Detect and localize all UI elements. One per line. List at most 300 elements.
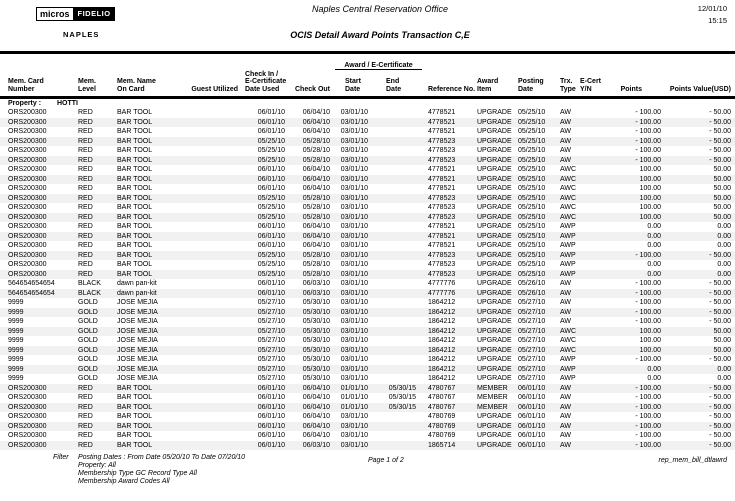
ecert-yn-cell <box>579 213 603 223</box>
trx-type-cell: AWP <box>560 356 576 363</box>
column-header: Trx. Type <box>553 70 579 98</box>
posting-date-cell: 05/25/10 <box>518 270 546 278</box>
points-value-cell: - 50.00 <box>709 413 731 420</box>
points-cell: - 100.00 <box>635 289 661 297</box>
transaction-row <box>0 251 735 261</box>
guest-utilized-cell <box>182 184 240 194</box>
ecert-yn-cell <box>579 289 603 299</box>
mem-card-number-cell: 9999 <box>8 308 24 316</box>
transaction-row <box>0 203 735 213</box>
reference-no-cell: 4778521 <box>428 232 456 240</box>
trx-type-cell: AW <box>560 128 572 135</box>
points-cell: 100.00 <box>639 327 661 335</box>
award-item-cell: UPGRADE <box>477 308 512 316</box>
check-out-cell: 06/04/10 <box>302 413 330 420</box>
end-date-cell <box>375 308 422 318</box>
award-item-cell: UPGRADE <box>477 356 512 363</box>
start-date-cell: 03/01/10 <box>340 204 368 211</box>
points-cell: - 100.00 <box>635 280 661 287</box>
guest-utilized-cell <box>182 298 240 308</box>
points-cell: 100.00 <box>639 194 661 202</box>
mem-name-cell: JOSE MEJIA <box>117 318 158 325</box>
trx-type-cell: AWP <box>560 270 576 278</box>
check-out-cell: 06/04/10 <box>302 109 330 116</box>
award-item-cell: UPGRADE <box>477 318 512 325</box>
mem-level-cell: RED <box>78 204 93 211</box>
award-item-cell: UPGRADE <box>477 194 512 202</box>
transaction-row <box>0 156 735 166</box>
check-in-cell: 06/01/10 <box>257 280 285 287</box>
points-value-cell: 50.00 <box>713 194 731 202</box>
mem-name-cell: BAR TOOL <box>117 413 153 420</box>
report-title: OCIS Detail Award Points Transaction C,E <box>290 30 470 40</box>
mem-name-cell: JOSE MEJIA <box>117 337 158 344</box>
start-date-cell: 03/01/10 <box>340 251 368 259</box>
trx-type-cell: AW <box>560 384 572 392</box>
check-in-cell: 06/01/10 <box>257 118 285 126</box>
filter-line: Posting Dates : From Date 05/20/10 To Date 07/20/10 <box>78 454 246 461</box>
award-item-cell: UPGRADE <box>477 213 512 221</box>
points-cell: 100.00 <box>639 346 661 354</box>
check-in-cell: 05/25/10 <box>257 261 285 268</box>
trx-type-cell: AW <box>560 308 572 316</box>
points-cell: - 100.00 <box>635 156 661 164</box>
mem-name-cell: BAR TOOL <box>117 232 153 240</box>
fidelio-wordmark: FIDELIO <box>74 7 115 21</box>
end-date-cell <box>375 270 422 280</box>
check-in-cell: 05/25/10 <box>257 270 285 278</box>
points-value-cell: - 50.00 <box>709 128 731 135</box>
points-cell: - 100.00 <box>635 308 661 316</box>
mem-card-number-cell: ORS200300 <box>8 213 47 221</box>
points-value-cell: 50.00 <box>713 337 731 344</box>
start-date-cell: 03/01/10 <box>340 128 368 135</box>
mem-name-cell: BAR TOOL <box>117 109 153 116</box>
end-date-cell <box>375 127 422 137</box>
trx-type-cell: AW <box>560 422 572 430</box>
reference-no-cell: 4778521 <box>428 128 456 135</box>
check-out-cell: 05/30/10 <box>302 308 330 316</box>
mem-card-number-cell: ORS200300 <box>8 251 47 259</box>
mem-level-cell: RED <box>78 432 93 439</box>
start-date-cell: 03/01/10 <box>340 299 368 306</box>
start-date-cell: 03/01/10 <box>340 327 368 335</box>
column-header: Reference No. <box>422 70 472 98</box>
start-date-cell: 03/01/10 <box>340 441 368 449</box>
trx-type-cell: AWC <box>560 166 577 173</box>
end-date-cell <box>375 232 422 242</box>
ecert-yn-cell <box>579 412 603 422</box>
check-out-cell: 06/03/10 <box>302 289 330 297</box>
ecert-yn-cell <box>579 403 603 413</box>
reference-no-cell: 1864212 <box>428 365 456 373</box>
posting-date-cell: 05/25/10 <box>518 204 546 211</box>
trx-type-cell: AWP <box>560 232 576 240</box>
start-date-cell: 03/01/10 <box>340 261 368 268</box>
points-cell: 100.00 <box>639 185 661 192</box>
transaction-row <box>0 289 735 299</box>
report-file-name: rep_mem_bill_dtlawrd <box>658 457 727 464</box>
points-cell: - 100.00 <box>635 356 661 363</box>
posting-date-cell: 06/01/10 <box>518 394 546 401</box>
transaction-row <box>0 222 735 232</box>
guest-utilized-cell <box>182 308 240 318</box>
check-out-cell: 06/04/10 <box>302 185 330 192</box>
trx-type-cell: AWC <box>560 194 577 202</box>
end-date-cell <box>375 412 422 422</box>
points-value-cell: - 50.00 <box>709 432 731 439</box>
ecert-yn-cell <box>579 298 603 308</box>
mem-level-cell: RED <box>78 128 93 135</box>
start-date-cell: 03/01/10 <box>340 118 368 126</box>
start-date-cell: 03/01/10 <box>340 375 368 382</box>
points-value-cell: - 50.00 <box>709 403 731 411</box>
ecert-yn-cell <box>579 365 603 375</box>
award-ecert-group-header: Award / E-Certificate <box>335 54 422 70</box>
end-date-cell <box>375 175 422 185</box>
award-item-cell: MEMBER <box>477 394 508 401</box>
check-in-cell: 05/27/10 <box>257 318 285 325</box>
check-out-cell: 05/30/10 <box>302 337 330 344</box>
mem-level-cell: GOLD <box>78 365 98 373</box>
guest-utilized-cell <box>182 222 240 232</box>
award-item-cell: UPGRADE <box>477 441 512 449</box>
transaction-row <box>0 118 735 128</box>
points-cell: 0.00 <box>647 232 661 240</box>
reference-no-cell: 4778523 <box>428 213 456 221</box>
points-value-cell: - 50.00 <box>709 299 731 306</box>
posting-date-cell: 05/25/10 <box>518 175 546 183</box>
ecert-yn-cell <box>579 222 603 232</box>
start-date-cell: 03/01/10 <box>340 223 368 230</box>
trx-type-cell: AW <box>560 441 572 449</box>
mem-card-number-cell: ORS200300 <box>8 175 47 183</box>
check-in-cell: 06/01/10 <box>257 403 285 411</box>
check-out-cell: 06/04/10 <box>302 232 330 240</box>
ecert-yn-cell <box>579 431 603 441</box>
ecert-yn-cell <box>579 232 603 242</box>
trx-type-cell: AWP <box>560 223 576 230</box>
mem-level-cell: RED <box>78 175 93 183</box>
check-out-cell: 06/04/10 <box>302 242 330 249</box>
posting-date-cell: 05/25/10 <box>518 261 546 268</box>
ecert-yn-cell <box>579 374 603 384</box>
reference-no-cell: 1865714 <box>428 441 456 449</box>
filter-line: Property: All <box>78 462 116 469</box>
column-header: Mem. Level <box>70 70 110 98</box>
points-cell: 100.00 <box>639 337 661 344</box>
points-cell: 0.00 <box>647 242 661 249</box>
posting-date-cell: 06/01/10 <box>518 422 546 430</box>
reference-no-cell: 4778521 <box>428 185 456 192</box>
check-in-cell: 05/27/10 <box>257 356 285 363</box>
mem-name-cell: dawn pan-kit <box>117 289 157 297</box>
transaction-row <box>0 279 735 289</box>
start-date-cell: 03/01/10 <box>340 270 368 278</box>
check-in-cell: 05/27/10 <box>257 365 285 373</box>
award-item-cell: UPGRADE <box>477 232 512 240</box>
guest-utilized-cell <box>182 137 240 147</box>
award-item-cell: UPGRADE <box>477 280 512 287</box>
reference-no-cell: 1864212 <box>428 356 456 363</box>
points-cell: - 100.00 <box>635 318 661 325</box>
start-date-cell: 03/01/10 <box>340 109 368 116</box>
reference-no-cell: 4780767 <box>428 394 456 401</box>
check-in-cell: 06/01/10 <box>257 128 285 135</box>
end-date-cell <box>375 431 422 441</box>
mem-level-cell: RED <box>78 384 93 392</box>
mem-card-number-cell: 9999 <box>8 318 24 325</box>
start-date-cell: 03/01/10 <box>340 185 368 192</box>
award-item-cell: UPGRADE <box>477 327 512 335</box>
points-value-cell: - 50.00 <box>709 280 731 287</box>
check-in-cell: 05/27/10 <box>257 375 285 382</box>
check-out-cell: 06/04/10 <box>302 118 330 126</box>
mem-name-cell: BAR TOOL <box>117 403 153 411</box>
award-item-cell: UPGRADE <box>477 137 512 145</box>
end-date-cell <box>375 146 422 156</box>
start-date-cell: 01/01/10 <box>340 394 368 401</box>
check-in-cell: 06/01/10 <box>257 223 285 230</box>
ecert-yn-cell <box>579 175 603 185</box>
trx-type-cell: AWC <box>560 204 577 211</box>
start-date-cell: 03/01/10 <box>340 318 368 325</box>
trx-type-cell: AW <box>560 118 572 126</box>
mem-level-cell: RED <box>78 223 93 230</box>
check-out-cell: 05/28/10 <box>302 270 330 278</box>
trx-type-cell: AWP <box>560 261 576 268</box>
trx-type-cell: AWC <box>560 337 577 344</box>
start-date-cell: 03/01/10 <box>340 337 368 344</box>
trx-type-cell: AW <box>560 318 572 325</box>
award-item-cell: UPGRADE <box>477 413 512 420</box>
filter-line: Membership Award Codes All <box>78 478 170 485</box>
ecert-yn-cell <box>579 108 603 118</box>
mem-level-cell: RED <box>78 156 93 164</box>
reference-no-cell: 4780769 <box>428 432 456 439</box>
micros-wordmark: micros <box>36 7 74 21</box>
posting-date-cell: 06/01/10 <box>518 432 546 439</box>
points-cell: 100.00 <box>639 204 661 211</box>
column-header: Mem. Card Number <box>0 70 70 98</box>
transaction-row <box>0 241 735 251</box>
award-item-cell: UPGRADE <box>477 166 512 173</box>
points-value-cell: - 50.00 <box>709 384 731 392</box>
award-item-cell: UPGRADE <box>477 432 512 439</box>
column-header: Mem. Name On Card <box>110 70 182 98</box>
check-in-cell: 05/27/10 <box>257 299 285 306</box>
micros-fidelio-logo <box>36 7 115 39</box>
transaction-row <box>0 336 735 346</box>
reference-no-cell: 4778523 <box>428 204 456 211</box>
points-cell: - 100.00 <box>635 147 661 154</box>
mem-card-number-cell: 9999 <box>8 356 24 363</box>
transaction-row <box>0 327 735 337</box>
mem-card-number-cell: ORS200300 <box>8 128 47 135</box>
check-out-cell: 05/30/10 <box>302 327 330 335</box>
mem-name-cell: BAR TOOL <box>117 194 153 202</box>
guest-utilized-cell <box>182 232 240 242</box>
start-date-cell: 03/01/10 <box>340 156 368 164</box>
mem-name-cell: BAR TOOL <box>117 204 153 211</box>
reference-no-cell: 1864212 <box>428 375 456 382</box>
ecert-yn-cell <box>579 241 603 251</box>
filter-line: Membership Type GC Record Type All <box>78 470 197 477</box>
start-date-cell: 03/01/10 <box>340 175 368 183</box>
guest-utilized-cell <box>182 194 240 204</box>
trx-type-cell: AWC <box>560 185 577 192</box>
award-item-cell: UPGRADE <box>477 175 512 183</box>
points-cell: - 100.00 <box>635 128 661 135</box>
check-out-cell: 06/03/10 <box>302 441 330 449</box>
transaction-row <box>0 384 735 394</box>
transaction-row <box>0 355 735 365</box>
posting-date-cell: 05/25/10 <box>518 223 546 230</box>
mem-level-cell: RED <box>78 232 93 240</box>
mem-level-cell: GOLD <box>78 308 98 316</box>
posting-date-cell: 05/26/10 <box>518 280 546 287</box>
check-out-cell: 05/28/10 <box>302 261 330 268</box>
points-value-cell: 0.00 <box>717 242 731 249</box>
end-date-cell <box>375 346 422 356</box>
check-in-cell: 06/01/10 <box>257 185 285 192</box>
transaction-row <box>0 146 735 156</box>
mem-name-cell: BAR TOOL <box>117 261 153 268</box>
mem-level-cell: RED <box>78 242 93 249</box>
ecert-yn-cell <box>579 327 603 337</box>
start-date-cell: 03/01/10 <box>340 308 368 316</box>
check-in-cell: 06/01/10 <box>257 109 285 116</box>
reference-no-cell: 1864212 <box>428 318 456 325</box>
transaction-row <box>0 308 735 318</box>
posting-date-cell: 05/25/10 <box>518 232 546 240</box>
posting-date-cell: 06/01/10 <box>518 441 546 449</box>
trx-type-cell: AW <box>560 299 572 306</box>
check-out-cell: 06/04/10 <box>302 394 330 401</box>
points-value-cell: - 50.00 <box>709 251 731 259</box>
check-out-cell: 06/04/10 <box>302 223 330 230</box>
check-out-cell: 06/04/10 <box>302 175 330 183</box>
posting-date-cell: 05/27/10 <box>518 356 546 363</box>
mem-card-number-cell: ORS200300 <box>8 147 47 154</box>
points-cell: 100.00 <box>639 175 661 183</box>
points-cell: - 100.00 <box>635 118 661 126</box>
mem-level-cell: GOLD <box>78 337 98 344</box>
guest-utilized-cell <box>182 289 240 299</box>
trx-type-cell: AWC <box>560 213 577 221</box>
guest-utilized-cell <box>182 431 240 441</box>
start-date-cell: 03/01/10 <box>340 356 368 363</box>
mem-level-cell: RED <box>78 441 93 449</box>
mem-level-cell: BLACK <box>78 289 101 297</box>
filter-label: Filter <box>53 454 69 461</box>
points-value-cell: 0.00 <box>717 375 731 382</box>
end-date-cell <box>375 137 422 147</box>
mem-card-number-cell: ORS200300 <box>8 432 47 439</box>
mem-level-cell: RED <box>78 147 93 154</box>
ecert-yn-cell <box>579 355 603 365</box>
mem-name-cell: BAR TOOL <box>117 156 153 164</box>
transaction-row <box>0 441 735 451</box>
points-value-cell: - 50.00 <box>709 308 731 316</box>
ecert-yn-cell <box>579 165 603 175</box>
guest-utilized-cell <box>182 374 240 384</box>
points-value-cell: 50.00 <box>713 166 731 173</box>
reference-no-cell: 4780769 <box>428 422 456 430</box>
transaction-row <box>0 270 735 280</box>
property-value: HOTTI <box>57 100 78 107</box>
end-date-cell <box>375 260 422 270</box>
run-date: 12/01/10 <box>697 4 727 13</box>
check-in-cell: 06/01/10 <box>257 422 285 430</box>
start-date-cell: 03/01/10 <box>340 166 368 173</box>
mem-card-number-cell: ORS200300 <box>8 422 47 430</box>
reference-no-cell: 4778521 <box>428 175 456 183</box>
reference-no-cell: 4778521 <box>428 166 456 173</box>
check-in-cell: 06/01/10 <box>257 289 285 297</box>
reference-no-cell: 4778521 <box>428 118 456 126</box>
mem-level-cell: RED <box>78 137 93 145</box>
mem-card-number-cell: ORS200300 <box>8 166 47 173</box>
group-header-spacer <box>422 54 735 70</box>
start-date-cell: 03/01/10 <box>340 432 368 439</box>
transaction-row <box>0 298 735 308</box>
points-cell: - 100.00 <box>635 137 661 145</box>
mem-level-cell: RED <box>78 261 93 268</box>
posting-date-cell: 05/27/10 <box>518 318 546 325</box>
end-date-cell: 05/30/15 <box>388 384 416 392</box>
points-cell: 100.00 <box>639 213 661 221</box>
posting-date-cell: 05/27/10 <box>518 299 546 306</box>
guest-utilized-cell <box>182 317 240 327</box>
ecert-yn-cell <box>579 203 603 213</box>
check-in-cell: 05/25/10 <box>257 204 285 211</box>
end-date-cell <box>375 118 422 128</box>
points-cell: - 100.00 <box>635 422 661 430</box>
points-value-cell: 50.00 <box>713 213 731 221</box>
award-item-cell: UPGRADE <box>477 223 512 230</box>
transaction-row <box>0 412 735 422</box>
points-value-cell: 0.00 <box>717 365 731 373</box>
check-in-cell: 06/01/10 <box>257 394 285 401</box>
points-value-cell: - 50.00 <box>709 156 731 164</box>
check-out-cell: 06/04/10 <box>302 422 330 430</box>
ecert-yn-cell <box>579 279 603 289</box>
check-out-cell: 06/04/10 <box>302 432 330 439</box>
check-in-cell: 06/01/10 <box>257 441 285 449</box>
reference-no-cell: 4778523 <box>428 137 456 145</box>
ecert-yn-cell <box>579 137 603 147</box>
filter-lines <box>78 454 245 486</box>
mem-name-cell: BAR TOOL <box>117 242 153 249</box>
points-value-cell: - 50.00 <box>709 289 731 297</box>
transaction-row <box>0 317 735 327</box>
ecert-yn-cell <box>579 127 603 137</box>
check-in-cell: 06/01/10 <box>257 432 285 439</box>
award-item-cell: UPGRADE <box>477 289 512 297</box>
posting-date-cell: 05/27/10 <box>518 375 546 382</box>
check-out-cell: 05/28/10 <box>302 147 330 154</box>
mem-name-cell: BAR TOOL <box>117 128 153 135</box>
ecert-yn-cell <box>579 251 603 261</box>
group-header-row <box>0 54 735 70</box>
check-in-cell: 06/01/10 <box>257 384 285 392</box>
start-date-cell: 03/01/10 <box>340 147 368 154</box>
posting-date-cell: 05/25/10 <box>518 251 546 259</box>
mem-name-cell: BAR TOOL <box>117 422 153 430</box>
reference-no-cell: 4777776 <box>428 289 456 297</box>
reference-no-cell: 4778523 <box>428 270 456 278</box>
